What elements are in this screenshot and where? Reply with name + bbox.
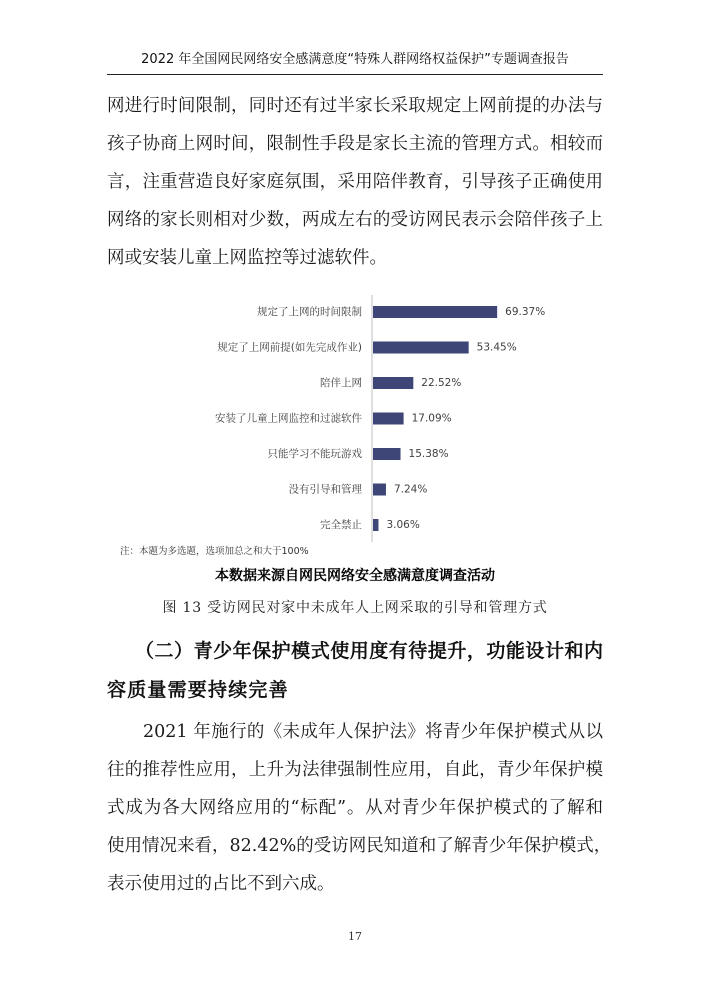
category-label: 陪伴上网 (320, 377, 362, 389)
category-label: 规定了上网前提(如先完成作业) (217, 341, 362, 354)
paragraph-line: 使用情况来看，82.42%的受访网民知道和了解青少年保护模式， (107, 836, 612, 856)
bar (373, 342, 469, 354)
category-label: 安装了儿童上网监控和过滤软件 (215, 412, 362, 425)
bar-row (217, 341, 516, 354)
paragraph-line: 网或安装儿童上网监控等过滤软件。 (107, 248, 387, 268)
bar-chart (107, 290, 603, 560)
category-label: 完全禁止 (320, 519, 362, 531)
paragraph-line: 网络的家长则相对少数，两成左右的受访网民表示会陪伴孩子上 (107, 210, 603, 230)
category-label: 规定了上网的时间限制 (257, 306, 362, 318)
value-label: 3.06% (386, 519, 420, 531)
section-heading-line: 容质量需要持续完善 (107, 679, 289, 701)
bar (373, 448, 401, 460)
value-label: 7.24% (393, 483, 428, 496)
running-header-title: 2022 年全国网民网络安全感满意度“特殊人群网络权益保护”专题调查报告 (141, 52, 569, 67)
paragraph-line: 孩子协商上网时间，限制性手段是家长主流的管理方式。相较而 (107, 134, 603, 154)
bar-row (268, 447, 449, 460)
bar-row (257, 305, 545, 318)
category-label: 只能学习不能玩游戏 (267, 448, 362, 460)
header-rule (107, 74, 603, 75)
bar (373, 519, 378, 531)
paragraph-line: 2021 年施行的《未成年人保护法》将青少年保护模式从以 (143, 722, 603, 742)
paragraph-line: 往的推荐性应用，上升为法律强制性应用，自此，青少年保护模 (107, 760, 603, 780)
bar (373, 306, 497, 318)
bar (373, 413, 404, 425)
value-label: 15.38% (408, 448, 449, 460)
figure-source: 本数据来源自网民网络安全感满意度调查活动 (215, 568, 495, 584)
bar-row (320, 376, 461, 389)
value-label: 69.37% (505, 306, 546, 318)
paragraph-line: 式成为各大网络应用的“标配”。从对青少年保护模式的了解和 (107, 798, 603, 818)
value-label: 17.09% (411, 412, 452, 425)
bar-row (289, 483, 428, 496)
bar-chart-svg (107, 290, 603, 560)
category-label: 没有引导和管理 (288, 483, 362, 496)
page-number: 17 (348, 930, 362, 943)
bar (373, 377, 413, 389)
figure-caption: 图 13 受访网民对家中未成年人上网采取的引导和管理方式 (162, 600, 548, 616)
bar-row (320, 518, 420, 531)
paragraph-line: 表示使用过的占比不到六成。 (107, 874, 335, 894)
paragraph-line: 言，注重营造良好家庭氛围，采用陪伴教育，引导孩子正确使用 (107, 172, 603, 192)
value-label: 53.45% (476, 341, 517, 354)
paragraph-line: 网进行时间限制，同时还有过半家长采取规定上网前提的办法与 (107, 96, 603, 116)
section-heading-line: （二）青少年保护模式使用度有待提升，功能设计和内 (135, 640, 603, 662)
bar-row (215, 412, 452, 425)
value-label: 22.52% (421, 377, 462, 389)
chart-note: 注：本题为多选题，选项加总之和大于100% (120, 546, 309, 557)
bar (373, 484, 386, 496)
